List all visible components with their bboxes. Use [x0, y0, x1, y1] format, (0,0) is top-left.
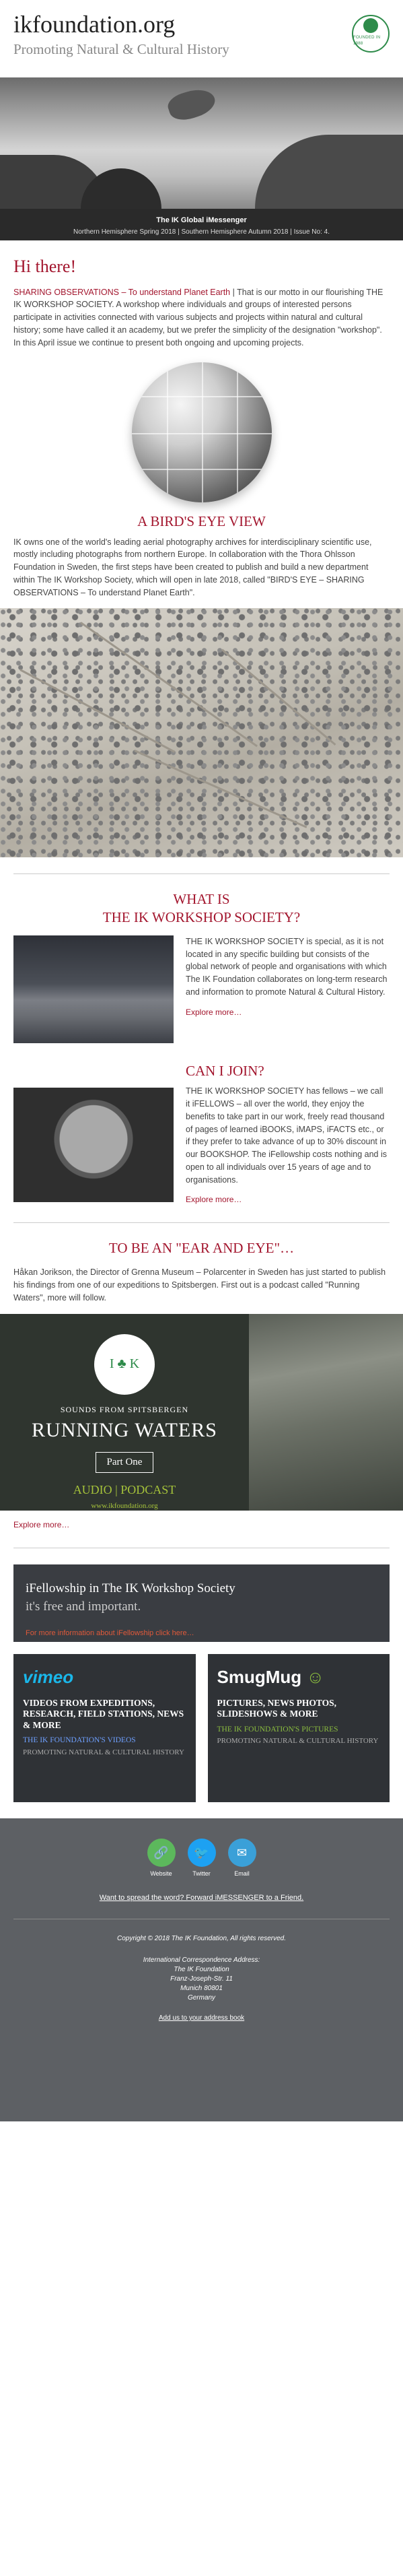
birds-eye-text: IK owns one of the world's leading aerial photography archives for interdisciplinary scientific use, mostly including photographs from northern Europe. In collaboration with the Thora Ohlsson Foundation in Sweden, the first steps have been created to publish and build a new department within The IK Workshop Society, which will open in late 2018, called "BIRD'S EYE – SHARING OBSERVATIONS – To understand Planet Earth".: [13, 537, 372, 597]
ear-more-wrap: [0, 1519, 403, 1531]
address-line: Franz-Joseph-Str. 11: [170, 1975, 233, 1983]
bird-shape: [166, 84, 219, 125]
social-label: Website: [150, 1870, 172, 1877]
foundation-seal-logo: [352, 15, 390, 53]
join-section: [0, 1061, 403, 1206]
site-header: [0, 0, 403, 77]
issue-title: The IK Global iMessenger: [156, 216, 247, 224]
site-tagline: Promoting Natural & Cultural History: [13, 40, 229, 57]
social-twitter[interactable]: [188, 1839, 216, 1878]
workshop-explore-link[interactable]: Explore more…: [186, 1007, 242, 1017]
globe-image: [13, 1088, 174, 1202]
podcast-cover: [0, 1314, 249, 1511]
podcast-title: RUNNING WATERS: [32, 1419, 217, 1442]
issue-bar: [0, 209, 403, 240]
rock-shape: [255, 135, 403, 209]
address-line: The IK Foundation: [174, 1966, 229, 1974]
tree-icon: [363, 18, 378, 33]
smugmug-card[interactable]: [208, 1654, 390, 1802]
ifellowship-link[interactable]: For more information about iFellowship click here…: [26, 1628, 194, 1637]
issue-meta: Northern Hemisphere Spring 2018 | Southern Hemisphere Autumn 2018 | Issue No: 4.: [73, 228, 330, 236]
social-email[interactable]: [228, 1839, 256, 1878]
workshop-heading-line2: THE IK WORKSHOP SOCIETY?: [102, 909, 301, 925]
podcast-part: Part One: [96, 1452, 154, 1474]
join-heading: CAN I JOIN?: [186, 1062, 264, 1079]
workshop-heading-line1: WHAT IS: [173, 891, 230, 908]
social-label: Email: [234, 1870, 250, 1877]
aerial-photo: [0, 608, 403, 857]
addressbook-link[interactable]: Add us to your address book: [158, 2014, 245, 2022]
vimeo-link[interactable]: THE IK FOUNDATION'S VIDEOS: [23, 1736, 136, 1744]
birds-eye-section: [0, 513, 403, 599]
intro-body: | That is our motto in our flourishing THE IK WORKSHOP SOCIETY. A workshop where individuals and groups of interested persons participate in activities connected with various subjects and projects within natural and cultural history; some have called it an academy, but we prefer the simplicity of the designation "workshop". In this April issue we continue to present both ongoing and upcoming projects.: [13, 287, 383, 348]
smugmug-sub: PROMOTING NATURAL & CULTURAL HISTORY: [217, 1737, 379, 1746]
workshop-image: [13, 935, 174, 1043]
birds-eye-heading: A BIRD'S EYE VIEW: [137, 513, 266, 530]
workshop-heading: [13, 890, 390, 926]
intro-section: [0, 254, 403, 349]
social-label: Twitter: [192, 1870, 211, 1877]
section-divider: [13, 873, 390, 874]
address-line: Germany: [187, 1994, 216, 2002]
podcast-kind: AUDIO | PODCAST: [73, 1483, 176, 1497]
workshop-heading-wrap: [0, 890, 403, 926]
intro-text: [13, 286, 390, 350]
smugmug-logo: SmugMug ☺: [217, 1666, 324, 1687]
address-label: International Correspondence Address:: [143, 1956, 260, 1964]
address-line: Munich 80801: [180, 1985, 223, 1993]
address-block: [13, 1956, 390, 2003]
vimeo-logo: vimeo: [23, 1666, 74, 1687]
section-divider: [13, 1222, 390, 1223]
media-cards: [0, 1654, 403, 1802]
join-explore-link[interactable]: Explore more…: [186, 1195, 242, 1205]
greeting-heading: Hi there!: [13, 257, 77, 276]
photo-sphere-image: [132, 362, 272, 502]
ear-text: Håkan Jorikson, the Director of Grenna Museum – Polarcenter in Sweden has just started to publish his findings from one of our expeditions to Spitsbergen. First out is a podcast called "Running Waters", more will follow.: [13, 1267, 386, 1302]
vimeo-sub: PROMOTING NATURAL & CULTURAL HISTORY: [23, 1748, 184, 1756]
copyright: Copyright © 2018 The IK Foundation, All rights reserved.: [116, 1934, 286, 1942]
twitter-icon[interactable]: 🐦: [188, 1839, 216, 1867]
podcast-banner[interactable]: [0, 1314, 403, 1511]
ear-section: [0, 1239, 403, 1304]
site-title[interactable]: ikfoundation.org: [13, 11, 176, 38]
link-icon[interactable]: 🔗: [147, 1839, 176, 1867]
smugmug-link[interactable]: THE IK FOUNDATION'S PICTURES: [217, 1725, 338, 1733]
join-text: THE IK WORKSHOP SOCIETY has fellows – we call it iFELLOWS – all over the world, they enjoy the benefits to take part in our work, freely read thousand of pages of learned iBOOKS, iMAPS, iFACTS etc., or if they prefer to take advance of up to 30% discount in our BOOKSHOP. The iFellowship costs nothing and is open to all individuals over 15 years of age and to organisations.: [186, 1086, 387, 1185]
motto-link[interactable]: SHARING OBSERVATIONS – To understand Planet Earth: [13, 287, 231, 297]
seal-text: FOUNDED IN 1988: [353, 35, 381, 46]
workshop-text: THE IK WORKSHOP SOCIETY is special, as it is not located in any specific building but consists of the global network of people and organisations with which The IK Foundation collaborates on long-term research and information to promote Natural & Cultural History.: [186, 936, 388, 997]
ear-heading: TO BE AN "EAR AND EYE"…: [108, 1240, 295, 1257]
podcast-url: www.ikfoundation.org: [91, 1502, 158, 1511]
footer: [0, 1818, 403, 2121]
vimeo-heading: VIDEOS FROM EXPEDITIONS, RESEARCH, FIELD STATIONS, NEWS & MORE: [23, 1698, 184, 1730]
forward-link[interactable]: Want to spread the word? Forward iMESSENGER to a Friend.: [99, 1893, 304, 1902]
ik-logo: I ♣ K: [94, 1334, 155, 1395]
ifellowship-subtitle: it's free and important.: [26, 1599, 141, 1614]
vimeo-card[interactable]: [13, 1654, 196, 1802]
podcast-series: SOUNDS FROM SPITSBERGEN: [60, 1404, 189, 1414]
spitsbergen-photo: [249, 1314, 403, 1511]
email-icon[interactable]: ✉: [228, 1839, 256, 1867]
ear-explore-link[interactable]: Explore more…: [13, 1519, 70, 1529]
smile-icon: ☺: [306, 1666, 324, 1687]
social-website[interactable]: [147, 1839, 176, 1878]
hero-image: [0, 77, 403, 209]
join-text-col: [186, 1061, 390, 1206]
social-links: [13, 1839, 390, 1878]
smugmug-heading: PICTURES, NEWS PHOTOS, SLIDESHOWS & MORE: [217, 1698, 337, 1719]
ifellowship-title: iFellowship in The IK Workshop Society: [26, 1581, 235, 1595]
workshop-section: [0, 935, 403, 1043]
workshop-text-col: [186, 935, 390, 1043]
sphere-image-wrap: [0, 362, 403, 502]
ifellowship-box: [13, 1564, 390, 1642]
